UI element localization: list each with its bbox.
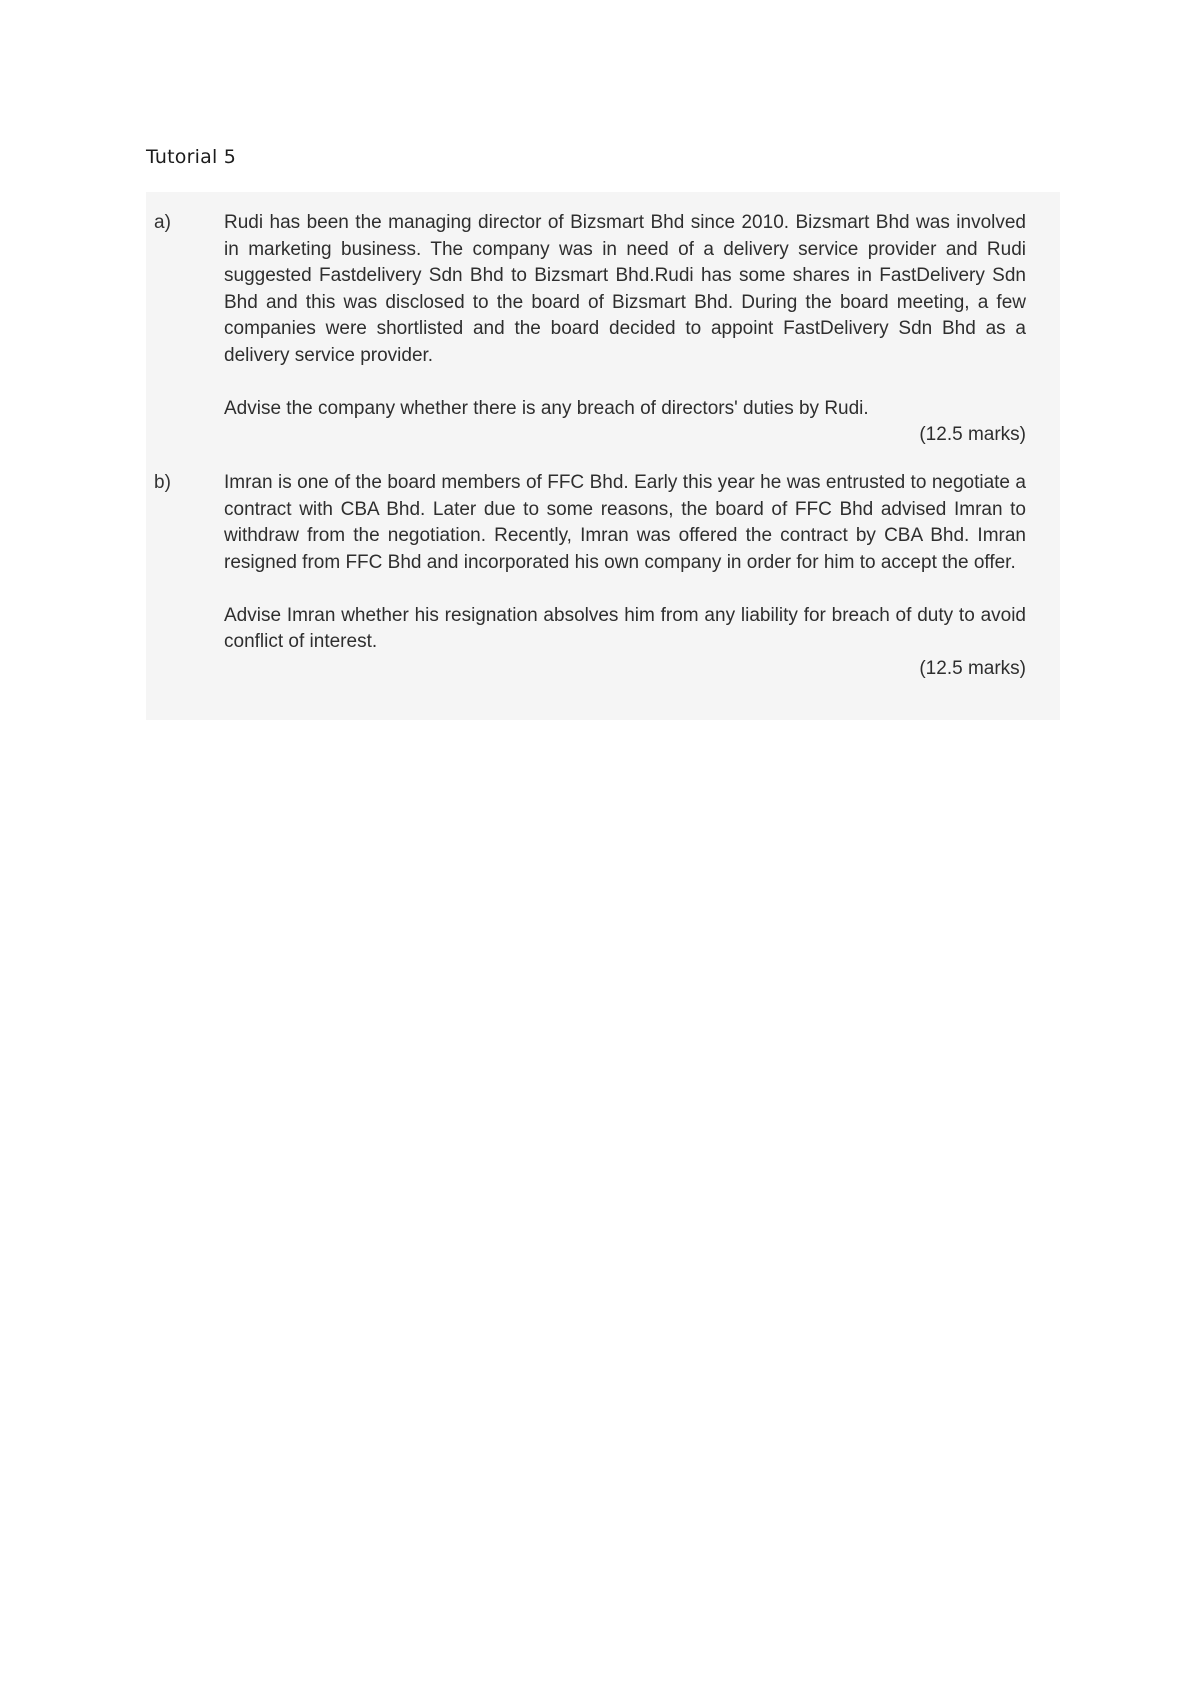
question-task: Advise Imran whether his resignation absolves him from any liability for breach of duty to avoid conflict of interest. xyxy=(224,604,1026,652)
question-scenario: Rudi has been the managing director of Bizsmart Bhd since 2010. Bizsmart Bhd was involved in marketing business. The company was in need of a delivery service provider and Rudi suggested Fastdelivery Sdn Bhd to Bizsmart Bhd.Rudi has some shares in FastDelivery Sdn Bhd and this was disclosed to the board of Bizsmart Bhd. During the board meeting, a few companies were shortlisted and the board decided to appoint FastDelivery Sdn Bhd as a delivery service provider. xyxy=(224,212,1026,366)
question-marks: (12.5 marks) xyxy=(919,424,1026,445)
question-task: Advise the company whether there is any breach of directors' duties by Rudi. xyxy=(224,397,869,419)
question-body xyxy=(224,470,1026,682)
question-label: a) xyxy=(154,212,171,233)
page-title: Tutorial 5 xyxy=(146,146,236,168)
scanned-question-block xyxy=(146,192,1060,720)
question-marks: (12.5 marks) xyxy=(919,657,1026,679)
question-body xyxy=(224,210,1026,449)
question-scenario: Imran is one of the board members of FFC Bhd. Early this year he was entrusted to negotiate a contract with CBA Bhd. Later due to some reasons, the board of FFC Bhd advised Imran to withdraw from the negotiation. Recently, Imran was offered the contract by CBA Bhd. Imran resigned from FFC Bhd and incorporated his own company in order for him to accept the offer. xyxy=(224,472,1026,573)
question-label: b) xyxy=(154,472,171,493)
